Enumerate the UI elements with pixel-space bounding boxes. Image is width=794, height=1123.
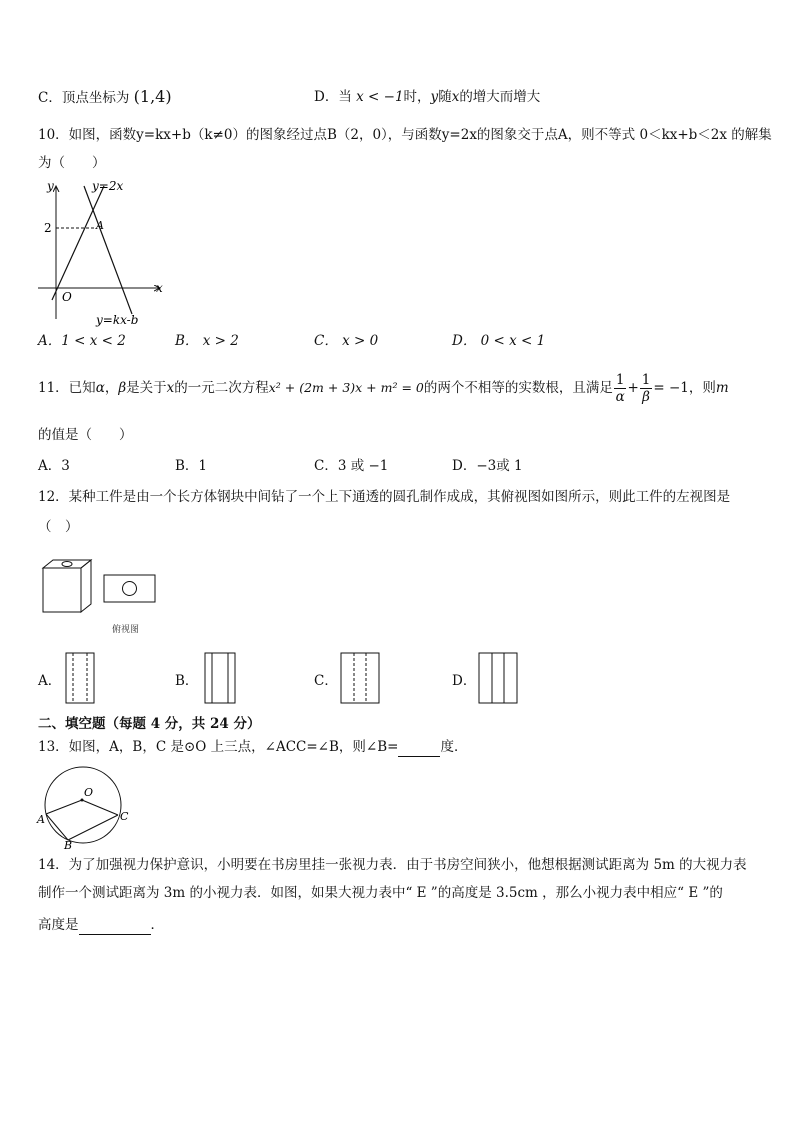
section-2-heading: 二、填空题（每题 4 分，共 24 分） bbox=[38, 716, 261, 732]
q10-option-d[interactable]: D． 0 < x < 1 bbox=[452, 333, 546, 349]
q13-answer-blank[interactable] bbox=[398, 738, 440, 757]
q12-option-a[interactable]: A． bbox=[38, 673, 62, 689]
q11-text-b: ， bbox=[104, 380, 119, 396]
q9-option-d-text-b: 时， bbox=[403, 89, 431, 105]
q14-stem-line3 bbox=[38, 916, 164, 935]
q11-frac-alpha: $\frac{1}{\alpha}$ bbox=[615, 372, 625, 405]
q9-option-d-text-d: 的增大而增大 bbox=[459, 89, 541, 105]
q10-graph bbox=[30, 174, 180, 328]
q12-top-view-caption: 俯视图 bbox=[112, 625, 140, 635]
q11-x: x bbox=[166, 380, 175, 396]
q9-option-c-coord: (1,4) bbox=[133, 87, 172, 106]
q12-option-d[interactable]: D． bbox=[452, 673, 477, 689]
q11-option-c[interactable]: C．3 或 −1 bbox=[314, 458, 389, 474]
q10-label-a: A bbox=[96, 219, 104, 232]
q12-cuboid-figure bbox=[40, 558, 96, 616]
q10-label-origin: O bbox=[62, 290, 72, 304]
q13-circle-figure bbox=[34, 764, 134, 850]
q13-label-a: A bbox=[37, 813, 45, 826]
q11-rhs: = −1 bbox=[653, 380, 689, 396]
q12-stem-line2: （ ） bbox=[38, 519, 79, 535]
q13-label-c: C bbox=[120, 810, 129, 823]
q11-beta: β bbox=[118, 380, 127, 396]
q11-m: m bbox=[715, 380, 729, 396]
q14-answer-blank[interactable] bbox=[79, 916, 151, 935]
q11-stem-line2: 的值是（ ） bbox=[38, 427, 133, 443]
q10-label-two: 2 bbox=[44, 221, 52, 235]
q9-option-d-y: y bbox=[430, 89, 439, 105]
q12-stem-line1: 12．某种工件是由一个长方体钢块中间钻了一个上下通透的圆孔制作成成，其俯视图如图所示，则此工件的左视图是 bbox=[38, 489, 731, 505]
q12-option-b[interactable]: B． bbox=[175, 673, 199, 689]
q10-option-b[interactable]: B． x > 2 bbox=[175, 333, 239, 349]
q13-stem bbox=[38, 738, 467, 757]
q9-option-c-text: C．顶点坐标为 bbox=[38, 90, 130, 106]
q12-option-c-figure[interactable] bbox=[340, 652, 382, 706]
q14-stem-line2: 制作一个测试距离为 3m 的小视力表．如图，如果大视力表中“ E ”的高度是 3.5cm ，那么小视力表中相应“ E ”的 bbox=[38, 885, 723, 901]
q10-option-a[interactable]: A．1 < x < 2 bbox=[38, 333, 126, 349]
q14-stem-line1: 14．为了加强视力保护意识，小明要在书房里挂一张视力表．由于书房空间狭小，他想根据测试距离为 5m 的大视力表 bbox=[38, 857, 747, 873]
q10-label-line-2x: y=2x bbox=[92, 179, 124, 193]
q9-option-d-cond: x < −1 bbox=[356, 89, 404, 105]
q12-option-a-figure[interactable] bbox=[65, 652, 97, 706]
q11-text-f: ，则 bbox=[688, 380, 716, 396]
q12-option-c[interactable]: C． bbox=[314, 673, 338, 689]
q10-label-x-axis: x bbox=[156, 281, 163, 295]
q10-line-2x bbox=[52, 186, 104, 300]
q9-option-d-text-a: D．当 bbox=[314, 89, 357, 105]
q14-text: 高度是 bbox=[38, 917, 79, 933]
q10-line-kxb bbox=[84, 186, 132, 314]
q9-option-d-text-c: 随 bbox=[438, 89, 452, 105]
q11-plus: + bbox=[627, 380, 639, 396]
q10-stem-line2: 为（ ） bbox=[38, 155, 106, 171]
q11-text-c: 是关于 bbox=[126, 380, 167, 396]
q9-option-c[interactable] bbox=[38, 88, 172, 107]
q9-option-d-x: x bbox=[451, 89, 460, 105]
q12-top-view-figure bbox=[103, 574, 157, 604]
q12-option-d-figure[interactable] bbox=[478, 652, 520, 706]
q10-label-line-kxb: y=kx-b bbox=[96, 313, 139, 327]
q11-equation: x² + (2m + 3)x + m² = 0 bbox=[268, 380, 424, 395]
q11-stem-line1 bbox=[38, 370, 729, 406]
q11-frac-beta: $\frac{1}{\beta}$ bbox=[641, 372, 651, 405]
q11-text-a: 11．已知 bbox=[38, 380, 96, 396]
q10-label-y-axis: y bbox=[47, 179, 54, 193]
q12-option-b-figure[interactable] bbox=[204, 652, 238, 706]
q10-option-c[interactable]: C． x > 0 bbox=[314, 333, 379, 349]
q11-option-b[interactable]: B．1 bbox=[175, 458, 208, 474]
q11-text-d: 的一元二次方程 bbox=[174, 380, 269, 396]
q13-label-b: B bbox=[64, 839, 73, 850]
q10-stem-line1: 10．如图，函数y=kx+b（k≠0）的图象经过点B（2，0），与函数y=2x的图象交于点A，则不等式 0＜kx+b＜2x 的解集 bbox=[38, 127, 772, 143]
q9-option-d[interactable] bbox=[314, 88, 540, 106]
q11-alpha: α bbox=[95, 380, 105, 396]
q13-label-o: O bbox=[84, 786, 94, 799]
q11-option-a[interactable]: A．3 bbox=[38, 458, 70, 474]
q13-text: 13．如图，A，B，C 是⊙O 上三点，∠ACC=∠B，则∠B= bbox=[38, 739, 399, 755]
q13-tail: 度． bbox=[440, 739, 468, 755]
q11-option-d[interactable]: D．−3或 1 bbox=[452, 458, 523, 474]
q11-text-e: 的两个不相等的实数根，且满足 bbox=[423, 380, 613, 396]
q14-tail: ． bbox=[150, 917, 164, 933]
